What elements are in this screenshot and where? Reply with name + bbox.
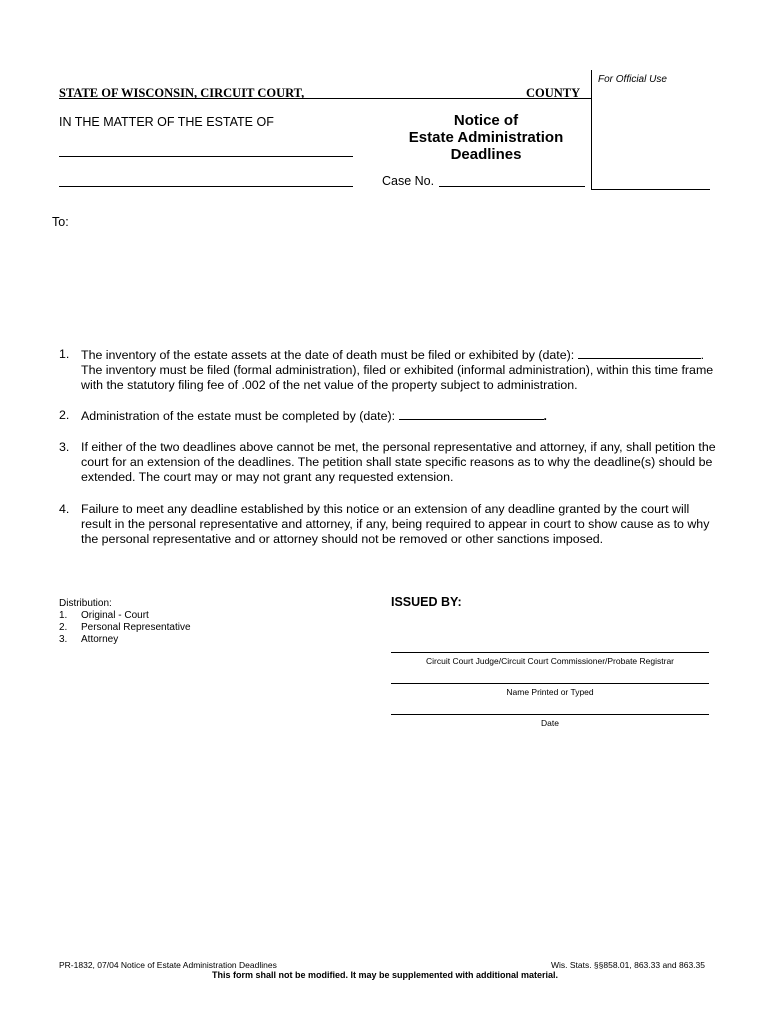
distribution-list <box>59 598 191 646</box>
item-2-text: Administration of the estate must be completed by (date): <box>81 409 396 423</box>
item-2-end: . <box>543 409 547 423</box>
item-1-rest: The inventory must be filed (formal administration), filed or exhibited (informal administration), within this time frame with the statutory filing fee of .002 of the net value of the property subject to administration. <box>81 363 714 392</box>
item-4-text: Failure to meet any deadline established by this notice or an extension of any deadline granted by the court will result in the personal representative and attorney, if any, being required to appear in court to show cause as to why the personal representative and or attorney should not be removed or other sanctions imposed. <box>81 502 710 546</box>
judge-signature-label: Circuit Court Judge/Circuit Court Commissioner/Probate Registrar <box>426 656 674 666</box>
distribution-item: 2. Personal Representative <box>59 622 191 633</box>
distribution-item: 3. Attorney <box>59 634 119 645</box>
estate-name-line-2[interactable] <box>59 186 353 187</box>
official-use-divider <box>591 70 592 190</box>
item-1-line-1-end: . <box>700 348 705 362</box>
county-label: COUNTY <box>526 86 581 100</box>
item-2-number: 2. <box>59 408 70 422</box>
official-use-label: For Official Use <box>598 74 667 85</box>
item-2 <box>59 408 719 424</box>
form-title-line-1: Notice of <box>453 112 519 129</box>
judge-signature-line[interactable] <box>391 652 709 653</box>
header-bottom-rule <box>591 189 710 190</box>
statute-reference: Wis. Stats. §§858.01, 863.33 and 863.35 <box>550 960 705 970</box>
printed-name-line[interactable] <box>391 683 709 684</box>
inventory-date-field[interactable] <box>578 347 701 359</box>
item-1-line-1: The inventory of the estate assets at the date of death must be filed or exhibited by (date): <box>81 348 575 362</box>
item-1-number: 1. <box>59 347 70 361</box>
distribution-item: 1. Original - Court <box>59 610 149 621</box>
modification-notice: This form shall not be modified. It may be supplemented with additional material. <box>211 970 559 980</box>
issued-by-label: ISSUED BY: <box>391 595 462 609</box>
item-3-number: 3. <box>59 440 70 454</box>
estate-name-line-1[interactable] <box>59 156 353 157</box>
date-label: Date <box>541 718 559 728</box>
item-4 <box>59 502 719 547</box>
printed-name-label: Name Printed or Typed <box>506 687 594 697</box>
case-number-label: Case No. <box>382 174 435 188</box>
estate-matter-label: IN THE MATTER OF THE ESTATE OF <box>59 115 274 129</box>
form-title-line-3: Deadlines <box>450 146 522 163</box>
court-heading: STATE OF WISCONSIN, CIRCUIT COURT, <box>59 86 305 100</box>
court-header-rule <box>59 98 591 99</box>
form-id: PR-1832, 07/04 Notice of Estate Administration Deadlines <box>59 960 277 970</box>
item-3 <box>59 440 719 485</box>
completion-date-field[interactable] <box>399 408 544 420</box>
item-1 <box>59 347 719 393</box>
distribution-title: Distribution: <box>59 598 112 609</box>
item-3-text: If either of the two deadlines above cannot be met, the personal representative and attorney, if any, shall petition the court for an extension of the deadlines. The petition shall state specific reasons as to why the deadline(s) should be extended. The court may or may not grant any requested extension. <box>81 440 716 484</box>
to-label: To: <box>52 215 69 229</box>
form-title-line-2: Estate Administration <box>408 129 564 146</box>
form-title <box>386 112 586 163</box>
item-4-number: 4. <box>59 502 70 516</box>
date-line[interactable] <box>391 714 709 715</box>
case-number-field[interactable] <box>439 186 585 187</box>
